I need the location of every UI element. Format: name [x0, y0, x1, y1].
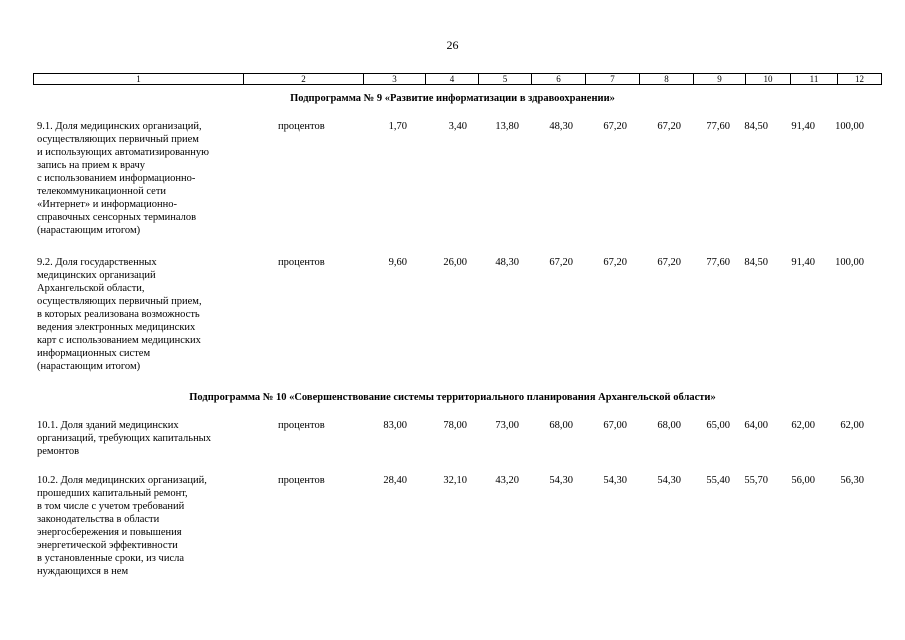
column-header: 10: [746, 74, 791, 85]
value-cell: 55,40: [706, 475, 730, 486]
value-cell: 64,00: [744, 420, 768, 431]
value-cell: 67,20: [603, 121, 627, 132]
value-cell: 65,00: [706, 420, 730, 431]
unit-cell: процентов: [278, 475, 325, 486]
unit-cell: процентов: [278, 121, 325, 132]
value-cell: 77,60: [706, 121, 730, 132]
value-cell: 67,20: [657, 257, 681, 268]
value-cell: 54,30: [549, 475, 573, 486]
column-header: 11: [791, 74, 838, 85]
indicator-name: 9.1. Доля медицинских организаций, осуществляющих первичный прием и использующих автоматизированную запись на прием к врачу с использованием информационно- телекоммуникационной сети «Интернет» и информационно- справочных сенсорных терминалов (нарастающим итогом): [37, 121, 209, 236]
indicator-name: 10.1. Доля зданий медицинских организаций, требующих капитальных ремонтов: [37, 420, 211, 457]
unit-cell: процентов: [278, 257, 325, 268]
value-cell: 100,00: [835, 121, 864, 132]
page-number: 26: [446, 38, 459, 52]
value-cell: 26,00: [443, 257, 467, 268]
value-cell: 68,00: [657, 420, 681, 431]
value-cell: 78,00: [443, 420, 467, 431]
value-cell: 1,70: [388, 121, 407, 132]
value-cell: 73,00: [495, 420, 519, 431]
column-header: 4: [426, 74, 479, 85]
value-cell: 48,30: [549, 121, 573, 132]
column-header: 2: [244, 74, 364, 85]
subprogram-title: Подпрограмма № 9 «Развитие информатизации в здравоохранении»: [290, 93, 615, 104]
value-cell: 3,40: [448, 121, 467, 132]
value-cell: 67,20: [549, 257, 573, 268]
indicator-name: 9.2. Доля государственных медицинских организаций Архангельской области, осуществляющих первичный прием, в которых реализована возможность ведения электронных медицинских карт с использованием медицинских информационных систем (нарастающим итогом): [37, 257, 202, 372]
column-header: 5: [479, 74, 532, 85]
value-cell: 77,60: [706, 257, 730, 268]
column-header: 3: [364, 74, 426, 85]
value-cell: 9,60: [388, 257, 407, 268]
value-cell: 32,10: [443, 475, 467, 486]
column-header: 9: [694, 74, 746, 85]
value-cell: 56,00: [791, 475, 815, 486]
value-cell: 67,20: [603, 257, 627, 268]
value-cell: 91,40: [791, 257, 815, 268]
value-cell: 100,00: [835, 257, 864, 268]
value-cell: 83,00: [383, 420, 407, 431]
indicator-name: 10.2. Доля медицинских организаций, прошедших капитальный ремонт, в том числе с учетом требований законодательства в области энергосбережения и повышения энергетической эффективности в установленные сроки, из числа нуждающихся в нем: [37, 475, 207, 577]
value-cell: 28,40: [383, 475, 407, 486]
value-cell: 43,20: [495, 475, 519, 486]
value-cell: 68,00: [549, 420, 573, 431]
value-cell: 56,30: [840, 475, 864, 486]
value-cell: 67,00: [603, 420, 627, 431]
column-header: 7: [586, 74, 640, 85]
value-cell: 13,80: [495, 121, 519, 132]
value-cell: 54,30: [603, 475, 627, 486]
column-header: 1: [34, 74, 244, 85]
value-cell: 55,70: [744, 475, 768, 486]
subprogram-title: Подпрограмма № 10 «Совершенствование системы территориального планирования Архангельской области»: [189, 392, 716, 403]
value-cell: 84,50: [744, 121, 768, 132]
column-header-row: [33, 73, 882, 85]
value-cell: 91,40: [791, 121, 815, 132]
value-cell: 62,00: [840, 420, 864, 431]
value-cell: 84,50: [744, 257, 768, 268]
value-cell: 67,20: [657, 121, 681, 132]
column-header: 6: [532, 74, 586, 85]
column-header: 12: [838, 74, 882, 85]
value-cell: 48,30: [495, 257, 519, 268]
unit-cell: процентов: [278, 420, 325, 431]
value-cell: 54,30: [657, 475, 681, 486]
value-cell: 62,00: [791, 420, 815, 431]
column-header: 8: [640, 74, 694, 85]
